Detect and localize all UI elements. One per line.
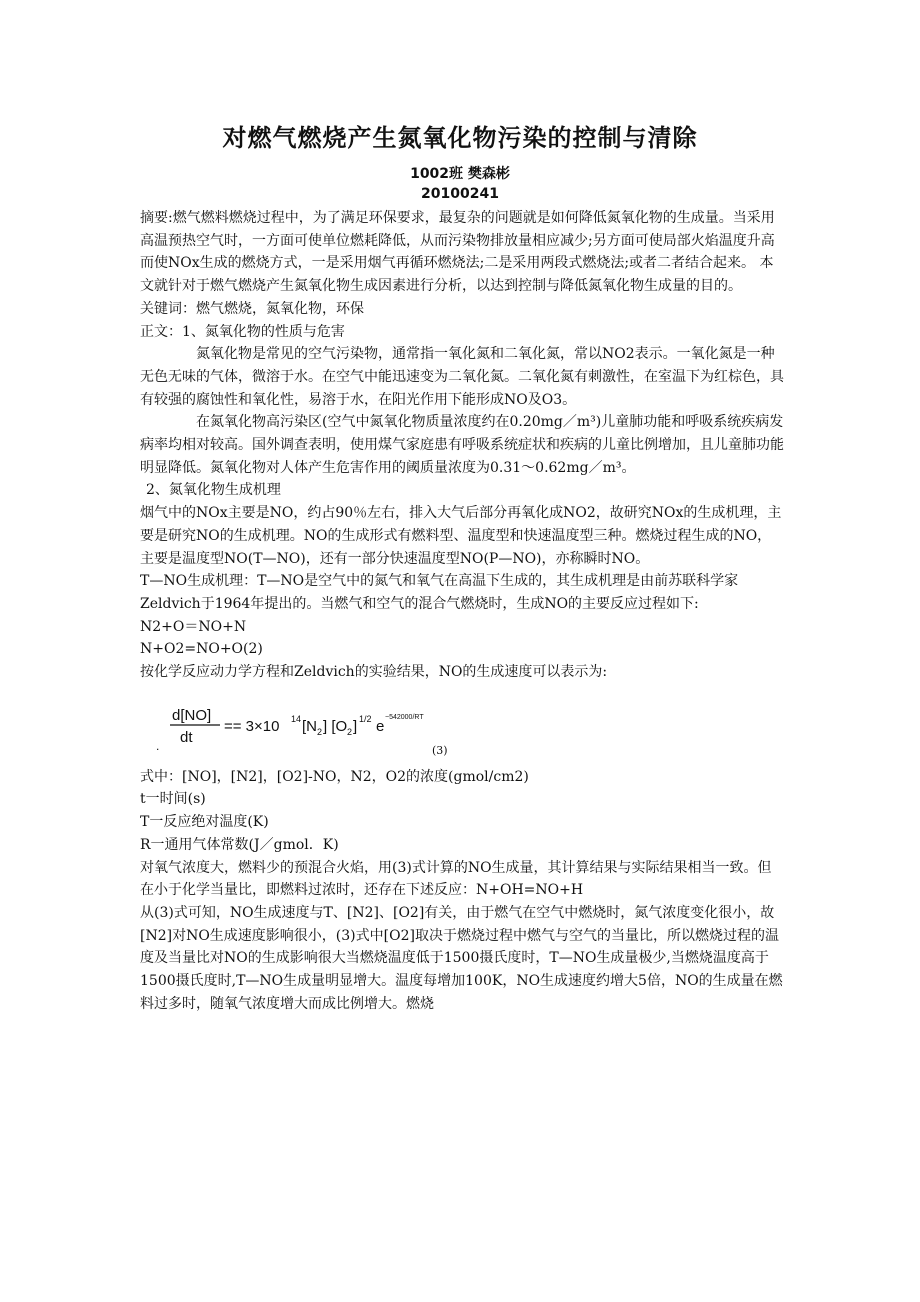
formula-half-power: 1/2 — [359, 713, 372, 724]
section-2-paragraph-3: 按化学反应动力学方程和Zeldvich的实验结果，NO的生成速度可以表示为: — [140, 664, 608, 681]
formula-n2: [N — [302, 717, 317, 735]
rate-formula — [140, 692, 785, 764]
formula-o2-sub: 2 — [347, 726, 353, 737]
formula-lhs-numerator: d[NO] — [172, 706, 212, 724]
section-1-paragraph-2: 在氮氧化物高污染区(空气中氮氧化物质量浓度约在0.20mg／m³)儿童肺功能和呼吸系统疾病发病率均相对较高。国外调查表明，使用煤气家庭患有呼吸系统症状和疾病的儿童比例增加，且儿童肺功能明显降低。氮氧化物对人体产生危害作用的阈质量浓度为0.31～0.62mg／m³。 — [140, 414, 784, 476]
student-id: 20100241 — [421, 186, 499, 202]
formula-lhs-denominator: dt — [180, 728, 193, 746]
formula-image — [154, 692, 434, 762]
reaction-equation-2: N+O2=NO+O(2) — [140, 641, 263, 658]
section-2-paragraph-4: 对氧气浓度大，燃料少的预混合火焰，用(3)式计算的NO生成量，其计算结果与实际结果相当一致。但在小于化学当量比，即燃料过浓时，还存在下述反应：N+OH=NO+H — [140, 859, 772, 899]
document-body — [140, 207, 785, 1016]
formula-n2-sub: 2 — [317, 726, 323, 737]
formula-bracket: ] — [353, 717, 358, 735]
variable-definition-2: t一时间(s) — [140, 791, 206, 808]
formula-dot: . — [156, 738, 160, 753]
formula-rhs: == 3×10 — [224, 717, 280, 735]
formula-exponent-14: 14 — [291, 713, 302, 724]
section-2-paragraph-5: 从(3)式可知，NO生成速度与T、[N2]、[O2]有关，由于燃气在空气中燃烧时，氮气浓度变化很小，故[N2]对NO生成速度影响很小，(3)式中[O2]取决于燃烧过程中燃气与空气的当量比，所以燃烧过程的温度及当量比对NO的生成影响很大当燃烧温度低于1500摄氏度时，T—NO生成量极少,当燃烧温度高于1500摄氏度时,T—NO生成量明显增大。温度每增加100K，NO生成速度约增大5倍，NO的生成量在燃料过多时，随氧气浓度增大而成比例增大。燃烧 — [140, 904, 783, 1012]
section-1-heading: 正文：1、氮氧化物的性质与危害 — [140, 323, 345, 340]
keywords-line: 关键词：燃气燃烧，氮氧化物，环保 — [140, 300, 364, 317]
author-line: 1002班 樊森彬 — [410, 166, 510, 182]
reaction-equation-1: N2+O＝NO+N — [140, 618, 247, 635]
abstract-paragraph: 摘要:燃气燃料燃烧过程中，为了满足环保要求，最复杂的问题就是如何降低氮氧化物的生成量。当采用高温预热空气时，一方面可使单位燃耗降低，从而污染物排放量相应减少;另方面可使局部火焰温度升高而使NOx生成的燃烧方式，一是采用烟气再循环燃烧法;二是采用两段式燃烧法;或者二者结合起来。 本文就针对于燃气燃烧产生氮氧化物生成因素进行分析，以达到控制与降低氮氧化物生成量的目的。 — [140, 210, 775, 295]
page-title: 对燃气燃烧产生氮氧化物污染的控制与清除 — [222, 124, 698, 152]
section-1-paragraph-1: 氮氧化物是常见的空气污染物，通常指一氧化氮和二氧化氮，常以NO2表示。一氧化氮是一种无色无味的气体，微溶于水。在空气中能迅速变为二氧化氮。二氧化氮有刺激性，在室温下为红棕色，具有较强的腐蚀性和氧化性，易溶于水，在阳光作用下能形成NO及O3。 — [140, 346, 784, 408]
section-2-paragraph-1: 烟气中的NOx主要是NO，约占90％左右，排入大气后部分再氧化成NO2，故研究NOx的生成机理，主要是研究NO的生成机理。NO的生成形式有燃料型、温度型和快速温度型三种。燃烧过程生成的NO，主要是温度型NO(T—NO)，还有一部分快速温度型NO(P—NO)，亦称瞬时NO。 — [140, 505, 782, 567]
formula-number: (3) — [432, 743, 448, 757]
variable-definition-3: T一反应绝对温度(K) — [140, 814, 269, 831]
variable-definition-4: R一通用气体常数(J／gmol．K) — [140, 836, 339, 853]
section-2-paragraph-2: T—NO生成机理：T—NO是空气中的氮气和氧气在高温下生成的，其生成机理是由前苏联科学家Zeldvich于1964年提出的。当燃气和空气的混合气燃烧时，生成NO的主要反应过程如下: — [140, 573, 739, 612]
formula-o2: ] [O — [323, 717, 348, 735]
formula-e-exponent: −542000/RT — [385, 713, 424, 721]
formula-e: e — [376, 717, 385, 735]
variable-definition-1: 式中：[NO]，[N2]，[O2]-NO，N2，O2的浓度(gmol/cm2) — [140, 768, 529, 785]
section-2-heading: 2、氮氧化物生成机理 — [146, 482, 281, 499]
